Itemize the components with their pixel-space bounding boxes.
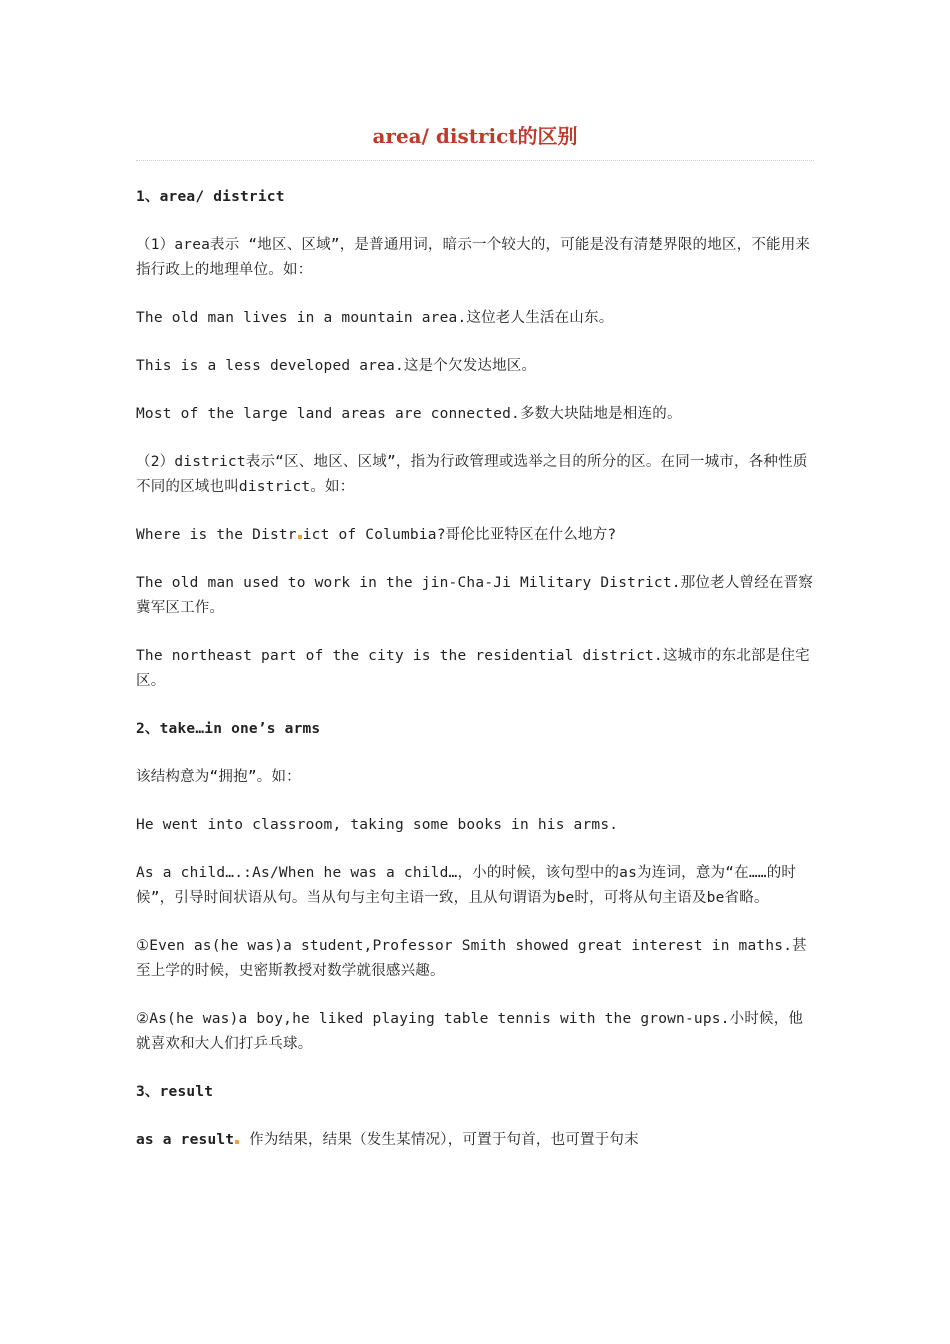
paragraph-district-definition: （2）district表示“区、地区、区域”，指为行政管理或选举之目的所分的区。在同一城市，各种性质不同的区域也叫district。如：	[136, 454, 808, 495]
paragraph-area-definition: （1）area表示 “地区、区域”，是普通用词，暗示一个较大的，可能是没有清楚界限的地区，不能用来指行政上的地理单位。如：	[136, 237, 811, 278]
example-sentence: He went into classroom, taking some books in his arms.	[136, 817, 619, 833]
phrase-explanation: 作为结果，结果（发生某情况），可置于句首，也可置于句末	[240, 1132, 639, 1148]
phrase-as-a-result: as a result	[136, 1132, 235, 1148]
document-page	[136, 118, 814, 1176]
marker-dot	[235, 1140, 239, 1144]
example-sentence: This is a less developed area.这是个欠发达地区。	[136, 358, 537, 374]
example-sentence: Most of the large land areas are connected.多数大块陆地是相连的。	[136, 406, 682, 422]
paragraph-structure-meaning: 该结构意为“拥抱”。如：	[136, 769, 301, 785]
example-text-part: ict of Columbia?哥伦比亚特区在什么地方?	[302, 527, 617, 543]
marker-dot	[298, 535, 302, 539]
example-sentence: ①Even as(he was)a student,Professor Smith showed great interest in maths.甚至上学的时候，史密斯教授对数学就很感兴趣。	[136, 938, 807, 979]
section-heading-area-district: 1、area/ district	[136, 189, 285, 205]
example-sentence: ②As(he was)a boy,he liked playing table tennis with the grown-ups.小时候，他就喜欢和大人们打乒乓球。	[136, 1011, 804, 1052]
example-sentence: The old man lives in a mountain area.这位老人生活在山东。	[136, 310, 614, 326]
paragraph-as-a-child: As a child….:As/When he was a child…，小的时候，该句型中的as为连词，意为“在……的时候”，引导时间状语从句。当从句与主句主语一致，且从句谓语为be时，可将从句主语及be省略。	[136, 865, 797, 906]
document-body	[136, 185, 814, 1153]
paragraph-as-a-result	[136, 1128, 814, 1153]
section-heading-result: 3、result	[136, 1084, 214, 1100]
example-text-part: Where is the Distr	[136, 527, 297, 543]
example-sentence: The northeast part of the city is the residential district.这城市的东北部是住宅区。	[136, 648, 810, 689]
page-title: area/ district的区别	[136, 118, 814, 161]
example-sentence	[136, 523, 814, 548]
example-sentence: The old man used to work in the jin-Cha-Ji Military District.那位老人曾经在晋察冀军区工作。	[136, 575, 814, 616]
section-heading-take-in-arms: 2、take…in one’s arms	[136, 721, 321, 737]
